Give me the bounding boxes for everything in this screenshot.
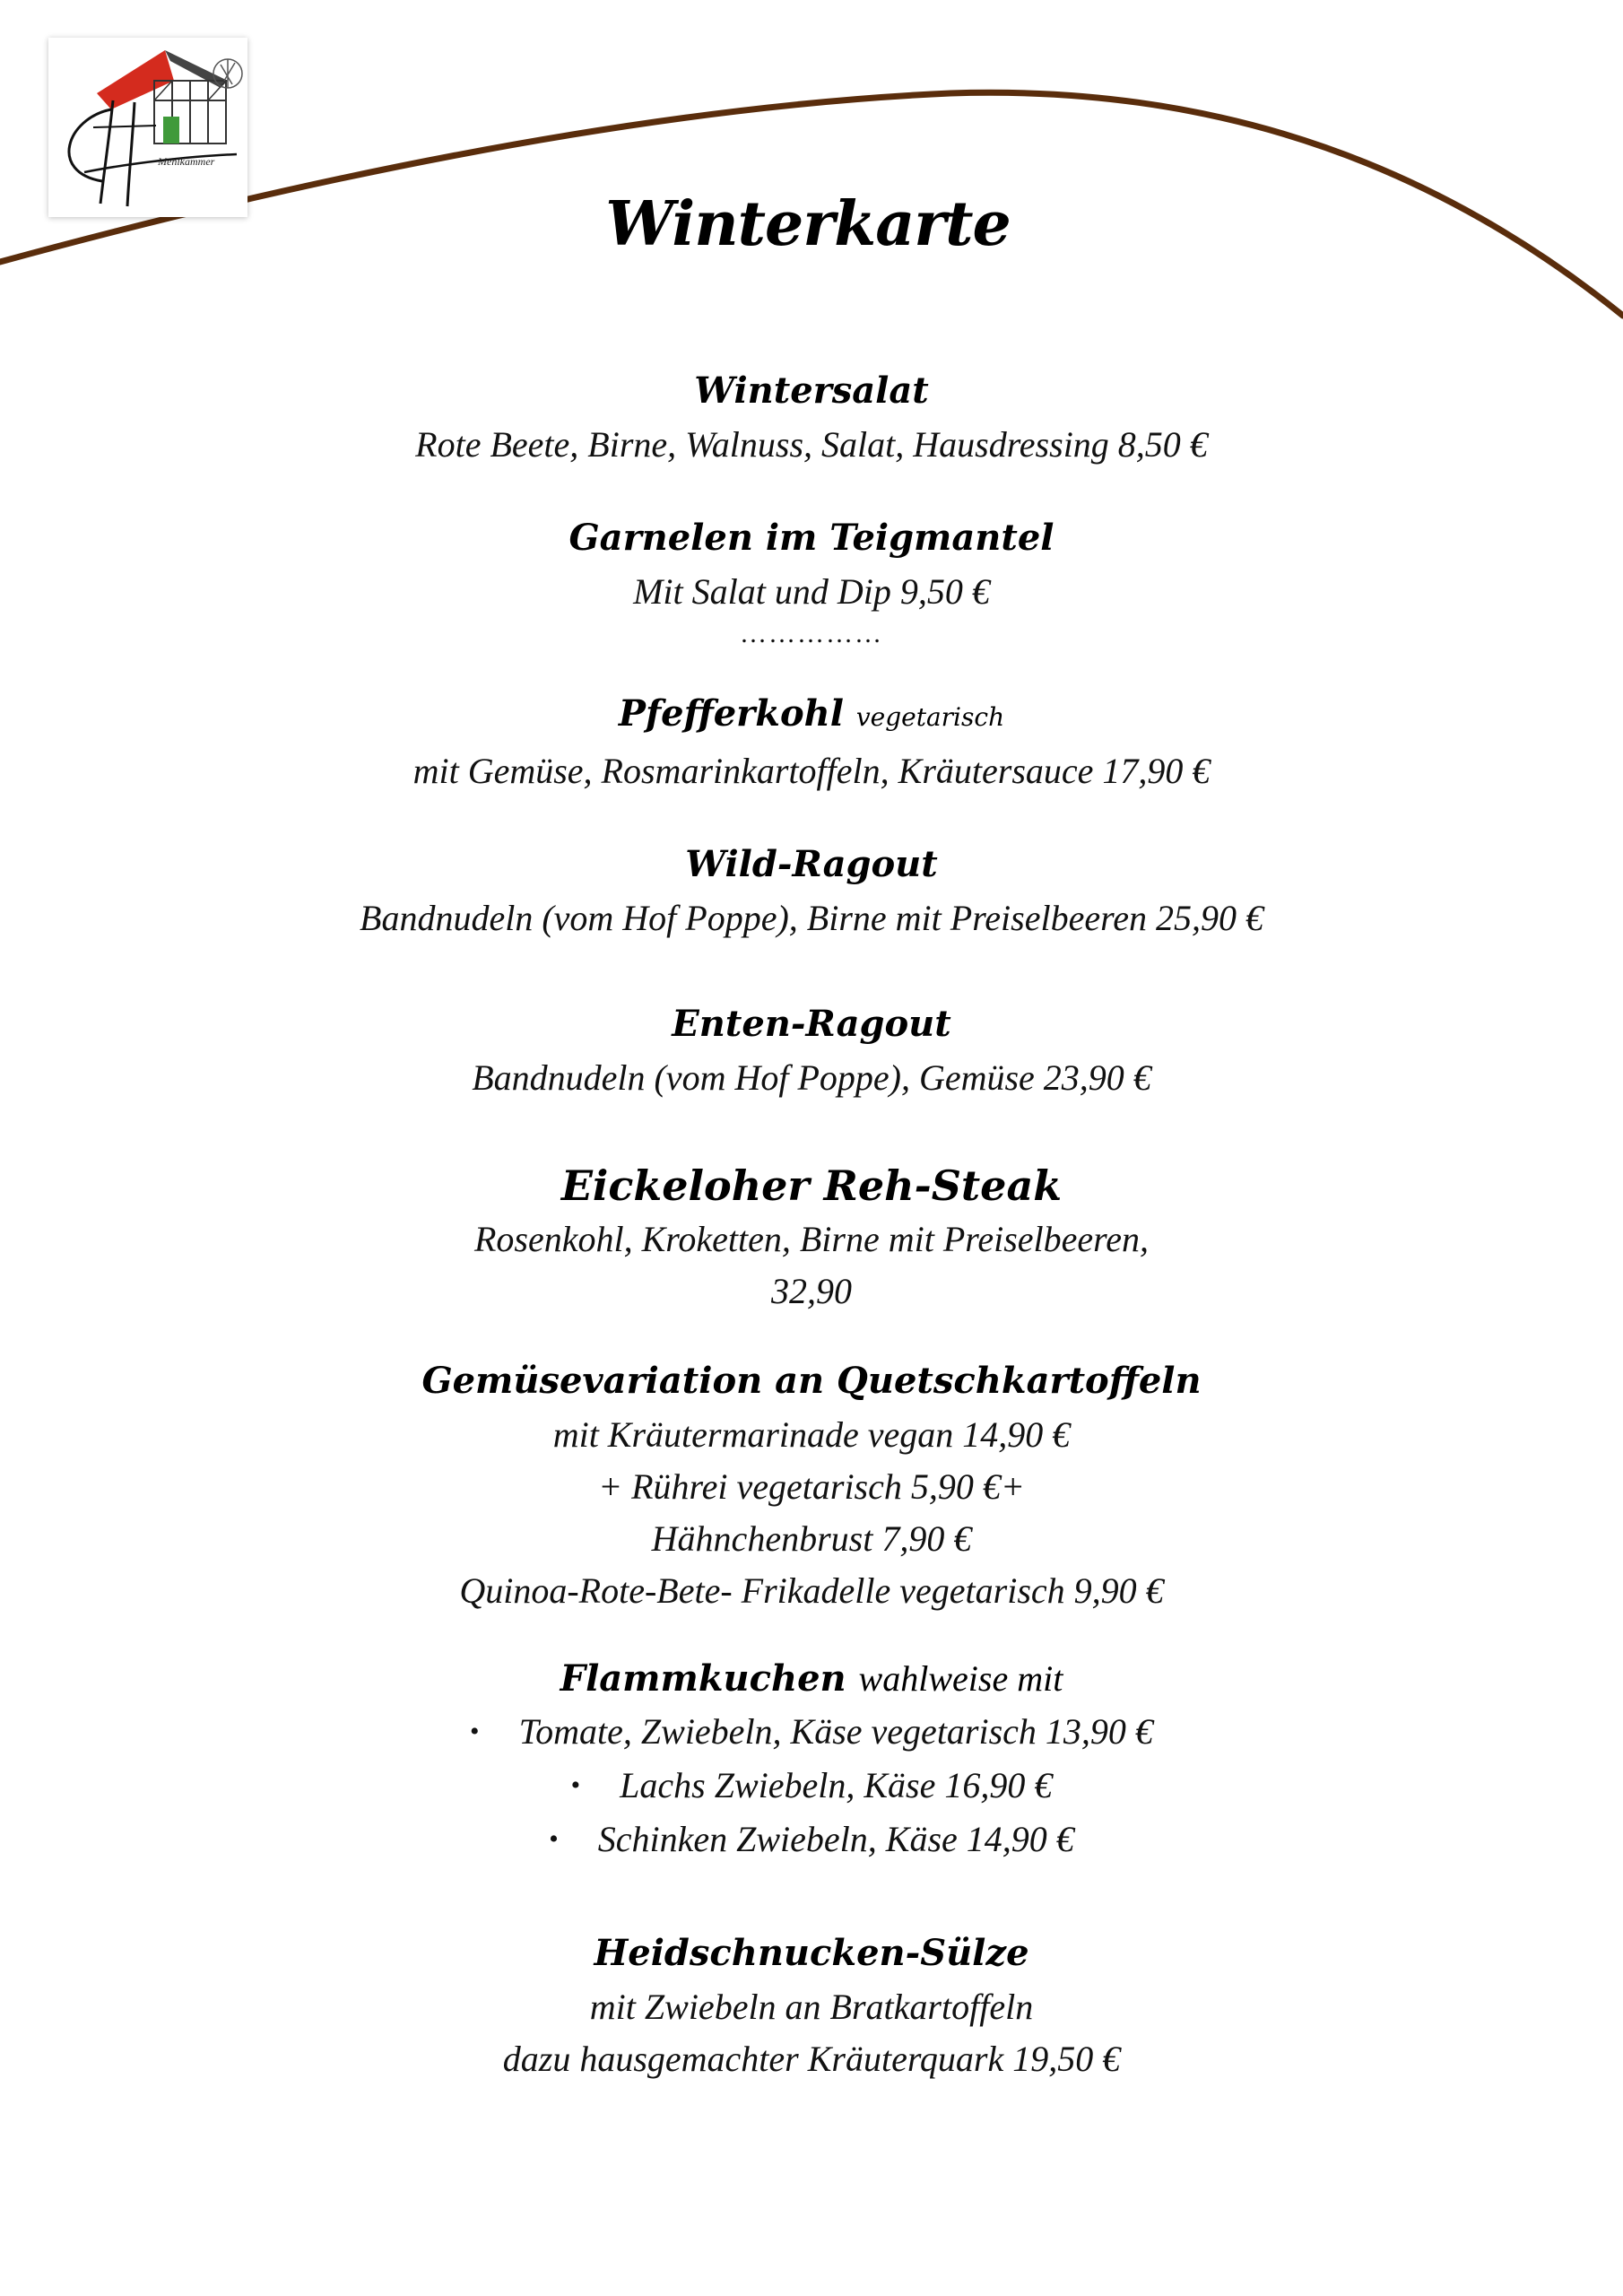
dish-name-line (0, 686, 1623, 745)
dish-name: Heidschnucken-Sülze (594, 1932, 1029, 1974)
option-text: Lachs Zwiebeln, Käse 16,90 € (620, 1765, 1053, 1805)
bullet-icon: • (570, 1770, 581, 1800)
dish-description: mit Kräutermarinade vegan 14,90 € (552, 1414, 1071, 1455)
bullet-icon: • (470, 1717, 480, 1746)
menu-item-pfefferkohl (0, 686, 1623, 797)
page-title: Winterkarte (605, 188, 1011, 260)
dish-addon: + Rührei vegetarisch 5,90 €+ (598, 1466, 1025, 1507)
menu-item-wildragout (0, 837, 1623, 944)
dish-description: Bandnudeln (vom Hof Poppe), Gemüse 23,90 € (472, 1057, 1151, 1098)
dish-name: Wintersalat (694, 370, 929, 412)
menu-item-garnelen (0, 510, 1623, 650)
menu-item-entenragout (0, 996, 1623, 1104)
menu-item-rehsteak (0, 1158, 1623, 1318)
dish-description: mit Gemüse, Rosmarinkartoffeln, Kräutersauce 17,90 € (412, 751, 1211, 791)
dish-name: Flammkuchen (560, 1657, 846, 1700)
option-text: Schinken Zwiebeln, Käse 14,90 € (597, 1819, 1074, 1859)
dish-name: Wild-Ragout (685, 843, 938, 885)
dish-description: Rote Beete, Birne, Walnuss, Salat, Hausdressing 8,50 € (415, 424, 1208, 465)
dish-name: Enten-Ragout (672, 1003, 951, 1045)
logo-text: Mehlkammer (158, 155, 215, 168)
dish-name: Pfefferkohl (618, 692, 844, 735)
menu-list (0, 363, 1623, 2085)
dish-name: Gemüsevariation an Quetschkartoffeln (421, 1360, 1202, 1402)
menu-item-wintersalat (0, 363, 1623, 471)
list-item (0, 1761, 1623, 1814)
dish-description: Bandnudeln (vom Hof Poppe), Birne mit Preiselbeeren 25,90 € (360, 898, 1263, 938)
dish-description: Rosenkohl, Kroketten, Birne mit Preiselbeeren, (473, 1219, 1149, 1259)
dish-description: mit Zwiebeln an Bratkartoffeln (589, 1987, 1034, 2027)
dish-suffix: wahlweise mit (858, 1658, 1063, 1699)
dish-addon: Quinoa-Rote-Bete- Frikadelle vegetarisch 9,90 € (459, 1570, 1164, 1611)
option-text: Tomate, Zwiebeln, Käse vegetarisch 13,90 € (518, 1711, 1153, 1752)
dish-addon: Hähnchenbrust 7,90 € (651, 1518, 972, 1559)
dish-description: Mit Salat und Dip 9,50 € (633, 571, 990, 612)
flammkuchen-options (0, 1707, 1623, 1868)
bullet-icon: • (549, 1824, 559, 1854)
dish-description: dazu hausgemachter Kräuterquark 19,50 € (502, 2039, 1121, 2079)
dish-name-line (0, 1651, 1623, 1707)
menu-item-gemuesevariation (0, 1353, 1623, 1617)
list-item (0, 1707, 1623, 1761)
separator-dots: …………… (740, 619, 883, 648)
dish-price: 32,90 (771, 1271, 852, 1311)
menu-item-heidschnucken (0, 1926, 1623, 2085)
dish-tag: vegetarisch (855, 702, 1005, 732)
list-item (0, 1814, 1623, 1868)
dish-name: Garnelen im Teigmantel (568, 517, 1055, 559)
dish-name: Eickeloher Reh-Steak (560, 1161, 1063, 1210)
menu-item-flammkuchen (0, 1651, 1623, 1868)
